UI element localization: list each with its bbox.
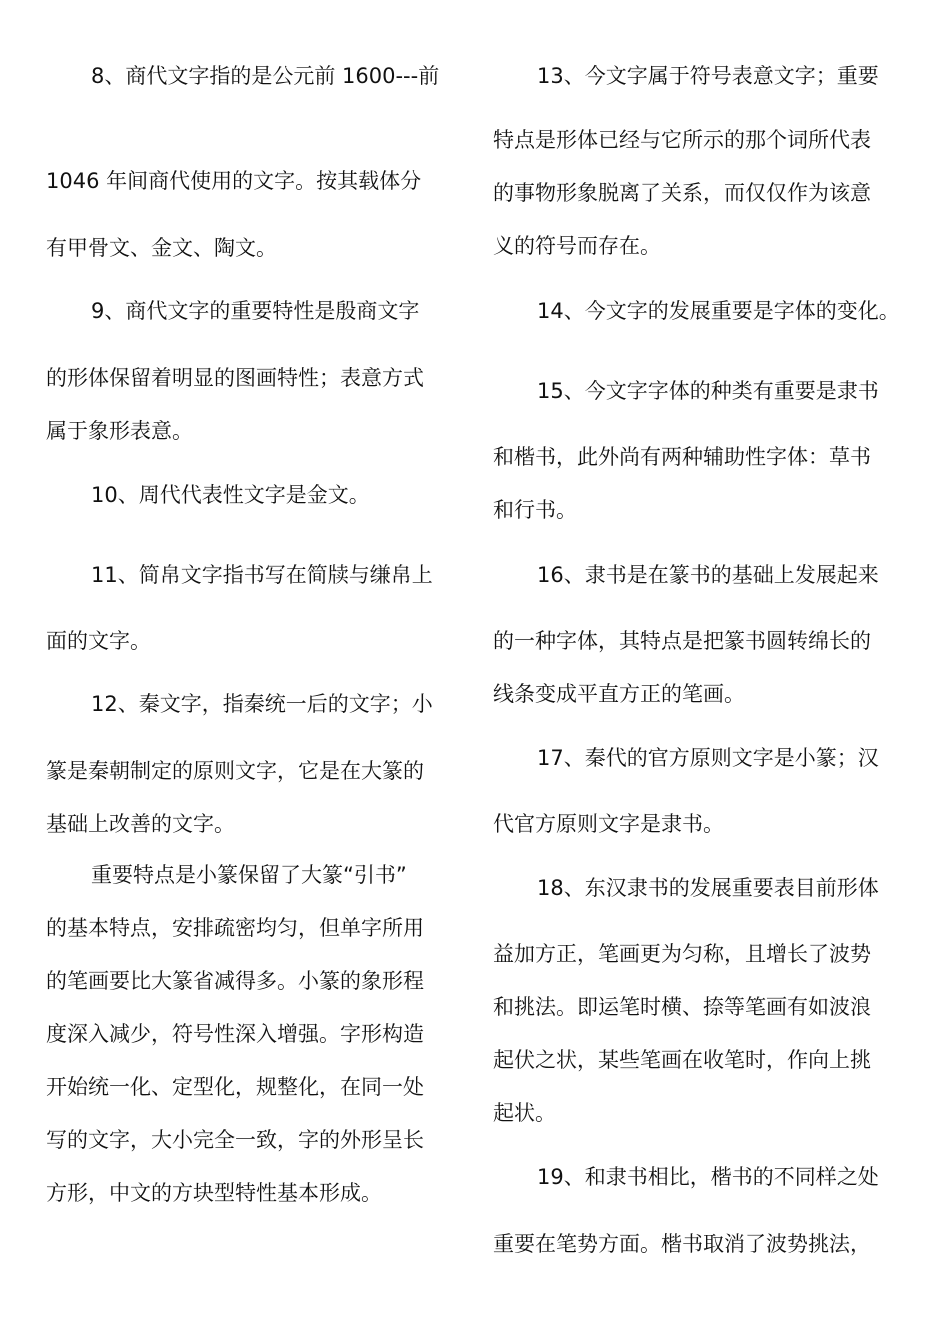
right-line-17: 起伏之状，某些笔画在收笔时，作向上挑 [493,1048,871,1072]
right-line-16: 和挑法。即运笔时横、捺等笔画有如波浪 [493,995,871,1019]
right-line-8: 和行书。 [493,498,577,522]
right-line-12: 17、秦代的官方原则文字是小篆；汉 [537,746,879,770]
left-line-18: 写的文字，大小完全一致，字的外形呈长 [46,1128,424,1152]
left-line-2: 1046 年间商代使用的文字。按其载体分 [46,169,422,193]
right-line-11: 线条变成平直方正的笔画。 [493,682,745,706]
right-line-13: 代官方原则文字是隶书。 [493,812,724,836]
left-line-17: 开始统一化、定型化，规整化，在同一处 [46,1075,424,1099]
right-line-19: 19、和隶书相比，楷书的不同样之处 [537,1165,879,1189]
left-line-7: 10、周代代表性文字是金文。 [91,483,370,507]
right-line-1: 13、今文字属于符号表意文字；重要 [537,64,879,88]
left-line-13: 重要特点是小篆保留了大篆“引书” [91,863,407,887]
left-line-8: 11、简帛文字指书写在简牍与缣帛上 [91,563,433,587]
right-line-14: 18、东汉隶书的发展重要表目前形体 [537,876,879,900]
left-line-6: 属于象形表意。 [46,419,193,443]
left-line-1: 8、商代文字指的是公元前 1600---前 [91,64,440,88]
right-line-18: 起状。 [493,1101,556,1125]
left-line-15: 的笔画要比大篆省减得多。小篆的象形程 [46,969,424,993]
right-line-10: 的一种字体，其特点是把篆书圆转绵长的 [493,629,871,653]
right-line-20: 重要在笔势方面。楷书取消了波势挑法， [493,1232,871,1256]
right-line-6: 15、今文字字体的种类有重要是隶书 [537,379,879,403]
right-line-3: 的事物形象脱离了关系，而仅仅作为该意 [493,181,871,205]
left-line-4: 9、商代文字的重要特性是殷商文字 [91,299,420,323]
right-line-7: 和楷书，此外尚有两种辅助性字体：草书 [493,445,871,469]
left-line-10: 12、秦文字，指秦统一后的文字；小 [91,692,433,716]
right-line-9: 16、隶书是在篆书的基础上发展起来 [537,563,879,587]
left-line-19: 方形，中文的方块型特性基本形成。 [46,1181,382,1205]
right-line-15: 益加方正，笔画更为匀称，且增长了波势 [493,942,871,966]
right-line-2: 特点是形体已经与它所示的那个词所代表 [493,128,871,152]
left-line-11: 篆是秦朝制定的原则文字，它是在大篆的 [46,759,424,783]
left-line-16: 度深入减少，符号性深入增强。字形构造 [46,1022,424,1046]
left-line-12: 基础上改善的文字。 [46,812,235,836]
left-line-3: 有甲骨文、金文、陶文。 [46,236,277,260]
left-line-14: 的基本特点，安排疏密均匀，但单字所用 [46,916,424,940]
left-line-9: 面的文字。 [46,629,151,653]
right-line-5: 14、今文字的发展重要是字体的变化。 [537,299,900,323]
right-line-4: 义的符号而存在。 [493,234,661,258]
left-line-5: 的形体保留着明显的图画特性；表意方式 [46,366,424,390]
